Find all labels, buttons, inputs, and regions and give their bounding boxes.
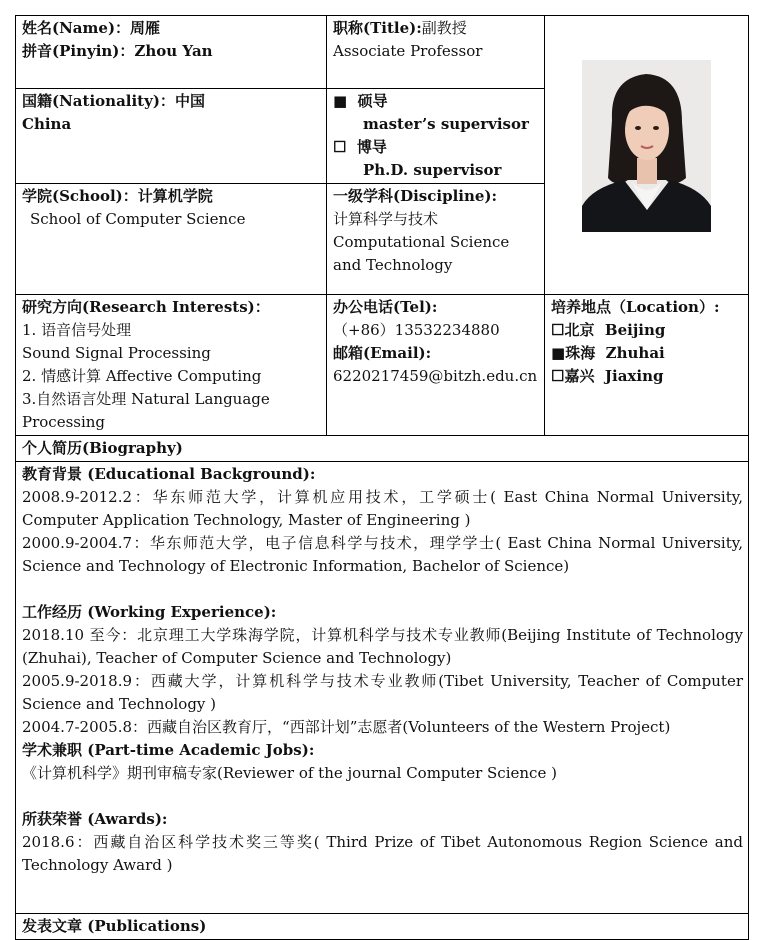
biography-header	[16, 436, 749, 462]
school-value-en: School of Computer Science	[30, 210, 246, 228]
work-entry: 2018.10 至今：北京理工大学珠海学院，计算机科学与技术专业教师(Beijing Institute of Technology (Zhuhai), Teacher of Computer Science and Technology)	[22, 626, 743, 667]
beijing-checkbox: ☐	[551, 321, 565, 339]
research-label: 研究方向(Research Interests)：	[22, 298, 270, 316]
biography-body	[16, 462, 749, 914]
education-entry: 2008.9-2012.2：华东师范大学，计算机应用技术，工学硕士( East China Normal University, Computer Application Technology, Master of Engineering )	[22, 488, 743, 529]
school-value-cn: 计算机学院	[137, 187, 213, 205]
school-label: 学院(School)：	[22, 187, 138, 205]
tel-value: （+86）13532234880	[333, 321, 500, 339]
location-cell	[545, 295, 749, 436]
email-value: 6220217459@bitzh.edu.cn	[333, 367, 538, 385]
work-heading: 工作经历 (Working Experience):	[22, 603, 277, 621]
name-label: 姓名(Name)：	[22, 19, 131, 37]
research-item: 3.自然语言处理 Natural Language Processing	[22, 390, 270, 431]
tel-label: 办公电话(Tel):	[333, 298, 438, 316]
pinyin-label: 拼音(Pinyin)：	[22, 42, 135, 60]
portrait-photo	[582, 60, 711, 232]
research-item: 1. 语音信号处理	[22, 321, 132, 339]
master-label-en: master’s supervisor	[363, 115, 529, 133]
discipline-value-cn: 计算科学与技术	[333, 210, 439, 228]
academic-heading: 学术兼职 (Part-time Academic Jobs):	[22, 741, 315, 759]
research-item: Sound Signal Processing	[22, 344, 211, 362]
location-item-zhuhai: ■珠海 Zhuhai	[551, 344, 665, 362]
research-cell	[16, 295, 327, 436]
nationality-value-cn: 中国	[174, 92, 205, 110]
photo-cell	[545, 16, 749, 295]
education-heading: 教育背景 (Educational Background):	[22, 465, 316, 483]
title-label: 职称(Title):	[333, 19, 422, 37]
pinyin-value: Zhou Yan	[134, 42, 213, 60]
title-value-cn: 副教授	[421, 19, 467, 37]
phd-label-cn: 博导	[356, 138, 387, 156]
name-cell	[16, 16, 327, 89]
email-label: 邮箱(Email):	[333, 344, 432, 362]
profile-sheet	[15, 15, 748, 935]
discipline-cell	[327, 184, 545, 295]
school-cell	[16, 184, 327, 295]
master-checkbox: ■	[333, 92, 348, 110]
title-cell	[327, 16, 545, 89]
academic-entry: 《计算机科学》期刊审稿专家(Reviewer of the journal Computer Science )	[22, 764, 557, 782]
contact-cell	[327, 295, 545, 436]
phd-label-en: Ph.D. supervisor	[363, 161, 502, 179]
discipline-value-en: Computational Science and Technology	[333, 233, 510, 274]
nationality-value-en: China	[22, 115, 72, 133]
nationality-label: 国籍(Nationality)：	[22, 92, 175, 110]
name-value: 周雁	[130, 19, 161, 37]
location-item-jiaxing: ☐嘉兴 Jiaxing	[551, 367, 664, 385]
awards-entry: 2018.6：西藏自治区科学技术奖三等奖( Third Prize of Tibet Autonomous Region Science and Technology Award )	[22, 833, 743, 874]
title-value-en: Associate Professor	[333, 42, 483, 60]
awards-heading: 所获荣誉 (Awards):	[22, 810, 168, 828]
discipline-label: 一级学科(Discipline):	[333, 187, 498, 205]
publications-title: 发表文章 (Publications)	[22, 917, 207, 935]
supervisor-cell	[327, 89, 545, 184]
biography-title: 个人简历(Biography)	[22, 439, 183, 457]
master-label-cn: 硕导	[357, 92, 388, 110]
nationality-cell	[16, 89, 327, 184]
work-entry: 2004.7-2005.8：西藏自治区教育厅，“西部计划”志愿者(Volunteers of the Western Project)	[22, 718, 671, 736]
location-label: 培养地点（Location）:	[551, 298, 720, 316]
research-item: 2. 情感计算 Affective Computing	[22, 367, 262, 385]
phd-checkbox: ☐	[333, 138, 347, 156]
zhuhai-checkbox: ■	[551, 344, 566, 362]
work-entry: 2005.9-2018.9：西藏大学，计算机科学与技术专业教师(Tibet University, Teacher of Computer Science and Technology )	[22, 672, 743, 713]
jiaxing-checkbox: ☐	[551, 367, 565, 385]
profile-table	[15, 15, 749, 940]
location-item-beijing: ☐北京 Beijing	[551, 321, 666, 339]
education-entry: 2000.9-2004.7：华东师范大学，电子信息科学与技术，理学学士( East China Normal University, Science and Technology of Electronic Information, Bachelor of Science)	[22, 534, 743, 575]
